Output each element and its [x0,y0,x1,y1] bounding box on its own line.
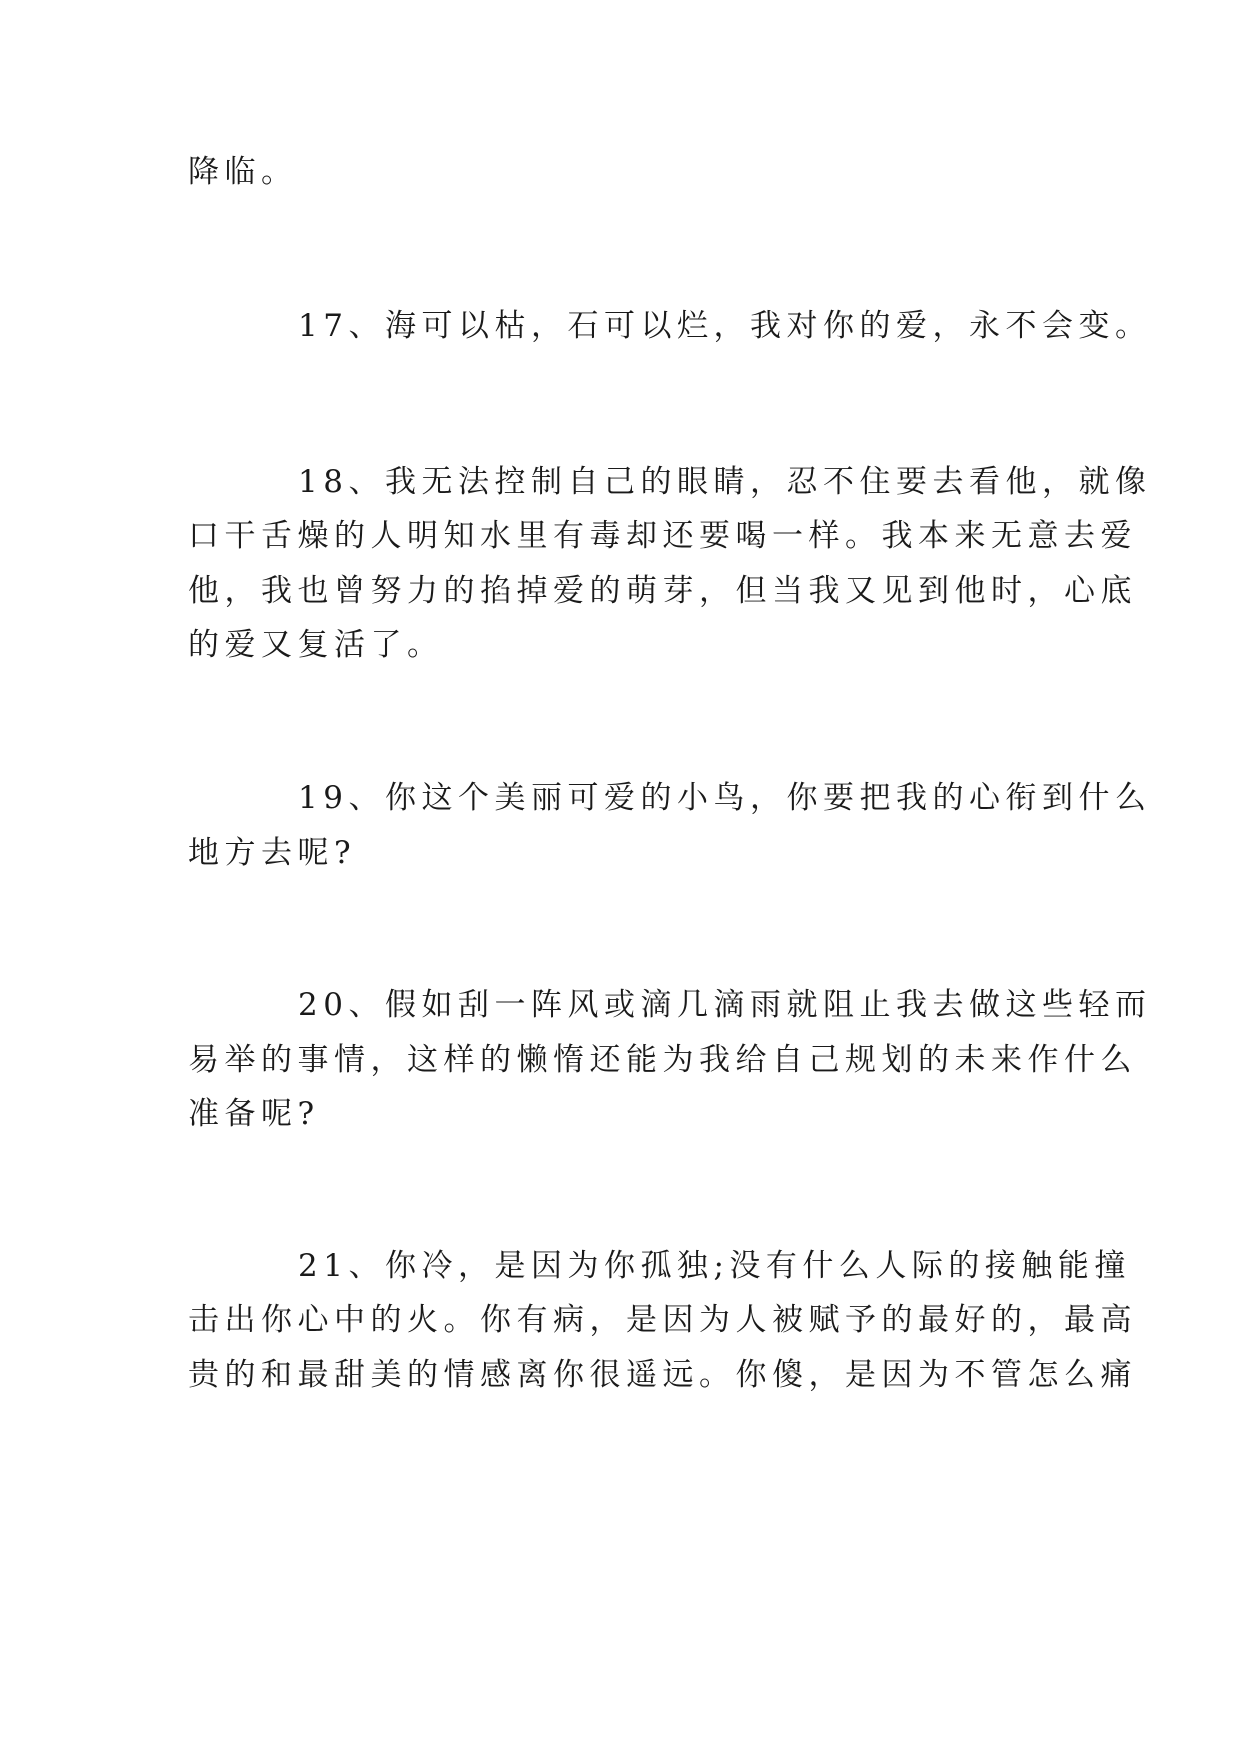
paragraph-20-line-2: 易举的事情，这样的懒惰还能为我给自己规划的未来作什么 [188,1042,1137,1078]
text-line-continuation: 降临。 [188,154,298,190]
paragraph-21-line-2: 击出你心中的火。你有病，是因为人被赋予的最好的，最高 [188,1302,1137,1338]
paragraph-18-line-4: 的爱又复活了。 [188,627,444,663]
paragraph-19-line-1: 19、你这个美丽可爱的小鸟，你要把我的心衔到什么 [298,780,1152,816]
paragraph-21-line-1: 21、你冷，是因为你孤独;没有什么人际的接触能撞 [298,1248,1131,1284]
paragraph-18-line-2: 口干舌燥的人明知水里有毒却还要喝一样。我本来无意去爱 [188,518,1137,554]
paragraph-18-line-3: 他，我也曾努力的掐掉爱的萌芽，但当我又见到他时，心底 [188,573,1137,609]
paragraph-18-line-1: 18、我无法控制自己的眼睛，忍不住要去看他，就像 [298,464,1152,500]
paragraph-19-line-2: 地方去呢? [188,835,357,871]
paragraph-20-line-1: 20、假如刮一阵风或滴几滴雨就阻止我去做这些轻而 [298,987,1152,1023]
paragraph-17-line-1: 17、海可以枯，石可以烂，我对你的爱，永不会变。 [298,308,1152,344]
paragraph-21-line-3: 贵的和最甜美的情感离你很遥远。你傻，是因为不管怎么痛 [188,1357,1137,1393]
paragraph-20-line-3: 准备呢? [188,1096,320,1132]
